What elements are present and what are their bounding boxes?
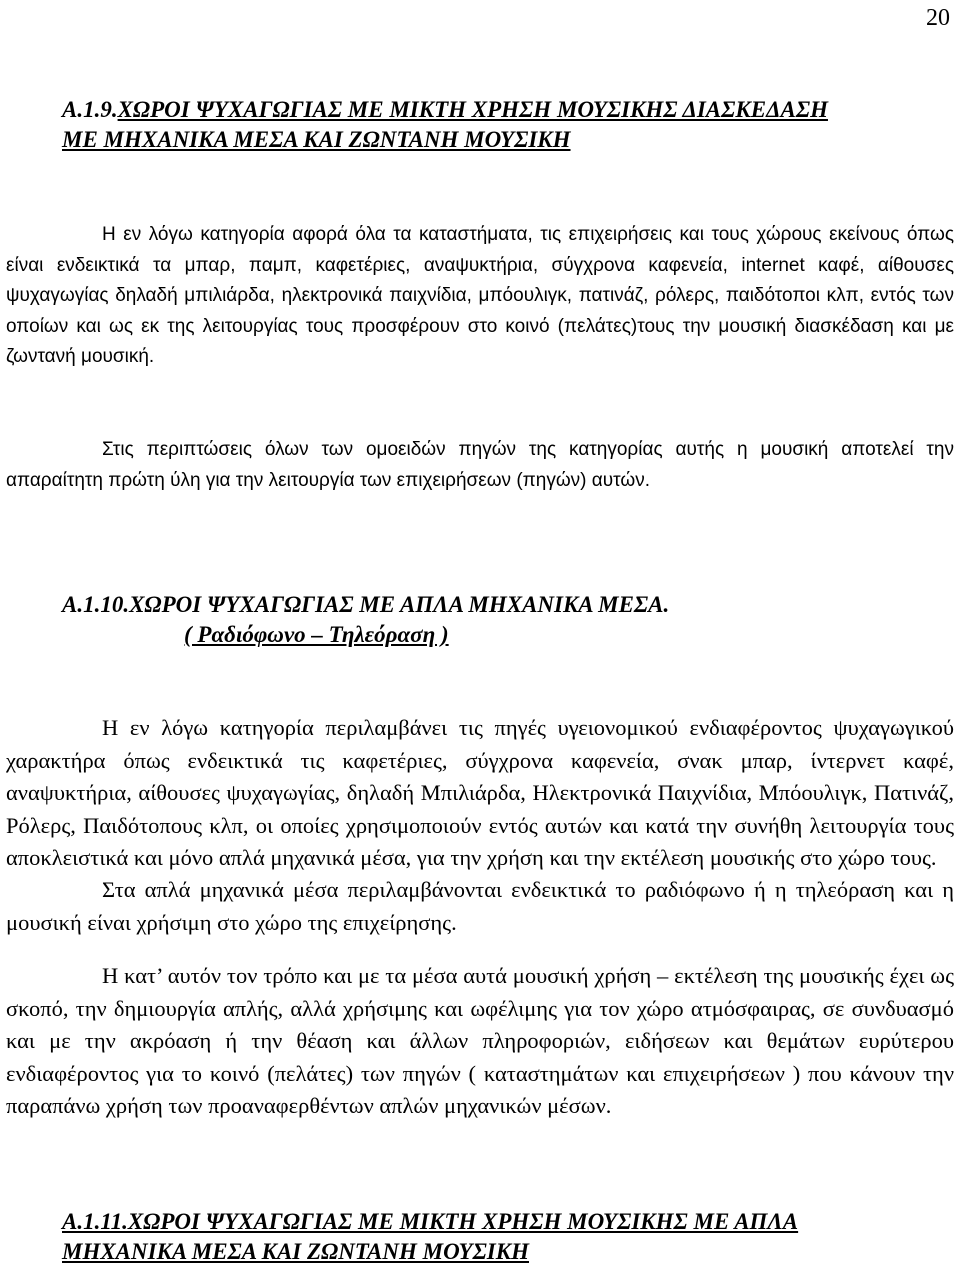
- section-a19-number: Α.1.9.: [62, 97, 118, 122]
- section-a110-subtitle: ( Ραδιόφωνο – Τηλεόραση ): [184, 622, 449, 647]
- section-a19-paragraph-2: Στις περιπτώσεις όλων των ομοειδών πηγών της κατηγορίας αυτής η μουσική αποτελεί την απαραίτητη πρώτη ύλη για την λειτουργία των επιχειρήσεων (πηγών) αυτών.: [6, 439, 954, 491]
- section-a19-title-line1: ΧΩΡΟΙ ΨΥΧΑΓΩΓΙΑΣ ΜΕ ΜΙΚΤΗ ΧΡΗΣΗ ΜΟΥΣΙΚΗΣ ΔΙΑΣΚΕΔΑΣΗ: [117, 97, 828, 122]
- section-a110-paragraph-1: Η εν λόγω κατηγορία περιλαμβάνει τις πηγές υγειονομικού ενδιαφέροντος ψυχαγωγικού χαρακτήρα όπως ενδεικτικά τις καφετέριες, σύγχρονα καφενεία, σνακ μπαρ, ίντερνετ καφέ, αναψυκτήρια, αίθουσες ψυχαγωγίας, δηλαδή Μπιλιάρδα, Ηλεκτρονικά Παιχνίδια, Μπόουλιγκ, Πατινάζ, Ρόλερς, Παιδότοπους κλπ, οι οποίες χρησιμοποιούν εντός αυτών και κατά την συνήθη λειτουργία τους αποκλειστικά και μόνο απλά μηχανικά μέσα, για την χρήση και την εκτέλεση μουσικής στο χώρο τους.: [6, 715, 954, 870]
- section-a19-paragraph-1: Η εν λόγω κατηγορία αφορά όλα τα καταστήματα, τις επιχειρήσεις και τους χώρους εκείνους όπως είναι ενδεικτικά τα μπαρ, παμπ, καφετέριες, αναψυκτήρια, σύγχρονα καφενεία, internet καφέ, αίθουσες ψυχαγωγίας δηλαδή μπιλιάρδα, ηλεκτρονικά παιχνίδια, μπόουλιγκ, πατινάζ, ρόλερς, παιδότοποι κλπ, εντός των οποίων και ως εκ της λειτουργίας τους προσφέρουν στο κοινό (πελάτες)τους την μουσική διασκέδαση και με ζωντανή μουσική.: [6, 224, 954, 368]
- section-a111-title-line2: ΜΗΧΑΝΙΚΑ ΜΕΣΑ ΚΑΙ ΖΩΝΤΑΝΗ ΜΟΥΣΙΚΗ: [62, 1239, 529, 1264]
- page-number: 20: [926, 5, 950, 31]
- section-a110-title: Α.1.10.ΧΩΡΟΙ ΨΥΧΑΓΩΓΙΑΣ ΜΕ ΑΠΛΑ ΜΗΧΑΝΙΚΑ ΜΕΣΑ.: [62, 592, 670, 617]
- section-a110-heading: [62, 590, 669, 650]
- section-a110-paragraph-2: Στα απλά μηχανικά μέσα περιλαμβάνονται ενδεικτικά το ραδιόφωνο ή η τηλεόραση και η μουσική είναι χρήσιμη στο χώρο της επιχείρησης.: [6, 877, 954, 935]
- section-a111-title-line1: Α.1.11.ΧΩΡΟΙ ΨΥΧΑΓΩΓΙΑΣ ΜΕ ΜΙΚΤΗ ΧΡΗΣΗ ΜΟΥΣΙΚΗΣ ΜΕ ΑΠΛΑ: [62, 1209, 799, 1234]
- section-a19-heading: [62, 95, 828, 155]
- section-a111-heading: [62, 1207, 798, 1267]
- section-a110-paragraph-3: Η κατ’ αυτόν τον τρόπο και με τα μέσα αυτά μουσική χρήση – εκτέλεση της μουσικής έχει ως σκοπό, την δημιουργία απλής, αλλά χρήσιμης και ωφέλιμης για τον χώρο ατμόσφαιρας, σε συνδυασμό και με την ακρόαση ή την θέαση και άλλων πληροφοριών, ειδήσεων και θεμάτων ευρύτερου ενδιαφέροντος για το κοινό (πελάτες) των πηγών ( καταστημάτων και επιχειρήσεων ) που κάνουν την παραπάνω χρήση των προαναφερθέντων απλών μηχανικών μέσων.: [6, 963, 954, 1118]
- section-a19-title-line2: ΜΕ ΜΗΧΑΝΙΚΑ ΜΕΣΑ ΚΑΙ ΖΩΝΤΑΝΗ ΜΟΥΣΙΚΗ: [62, 127, 571, 152]
